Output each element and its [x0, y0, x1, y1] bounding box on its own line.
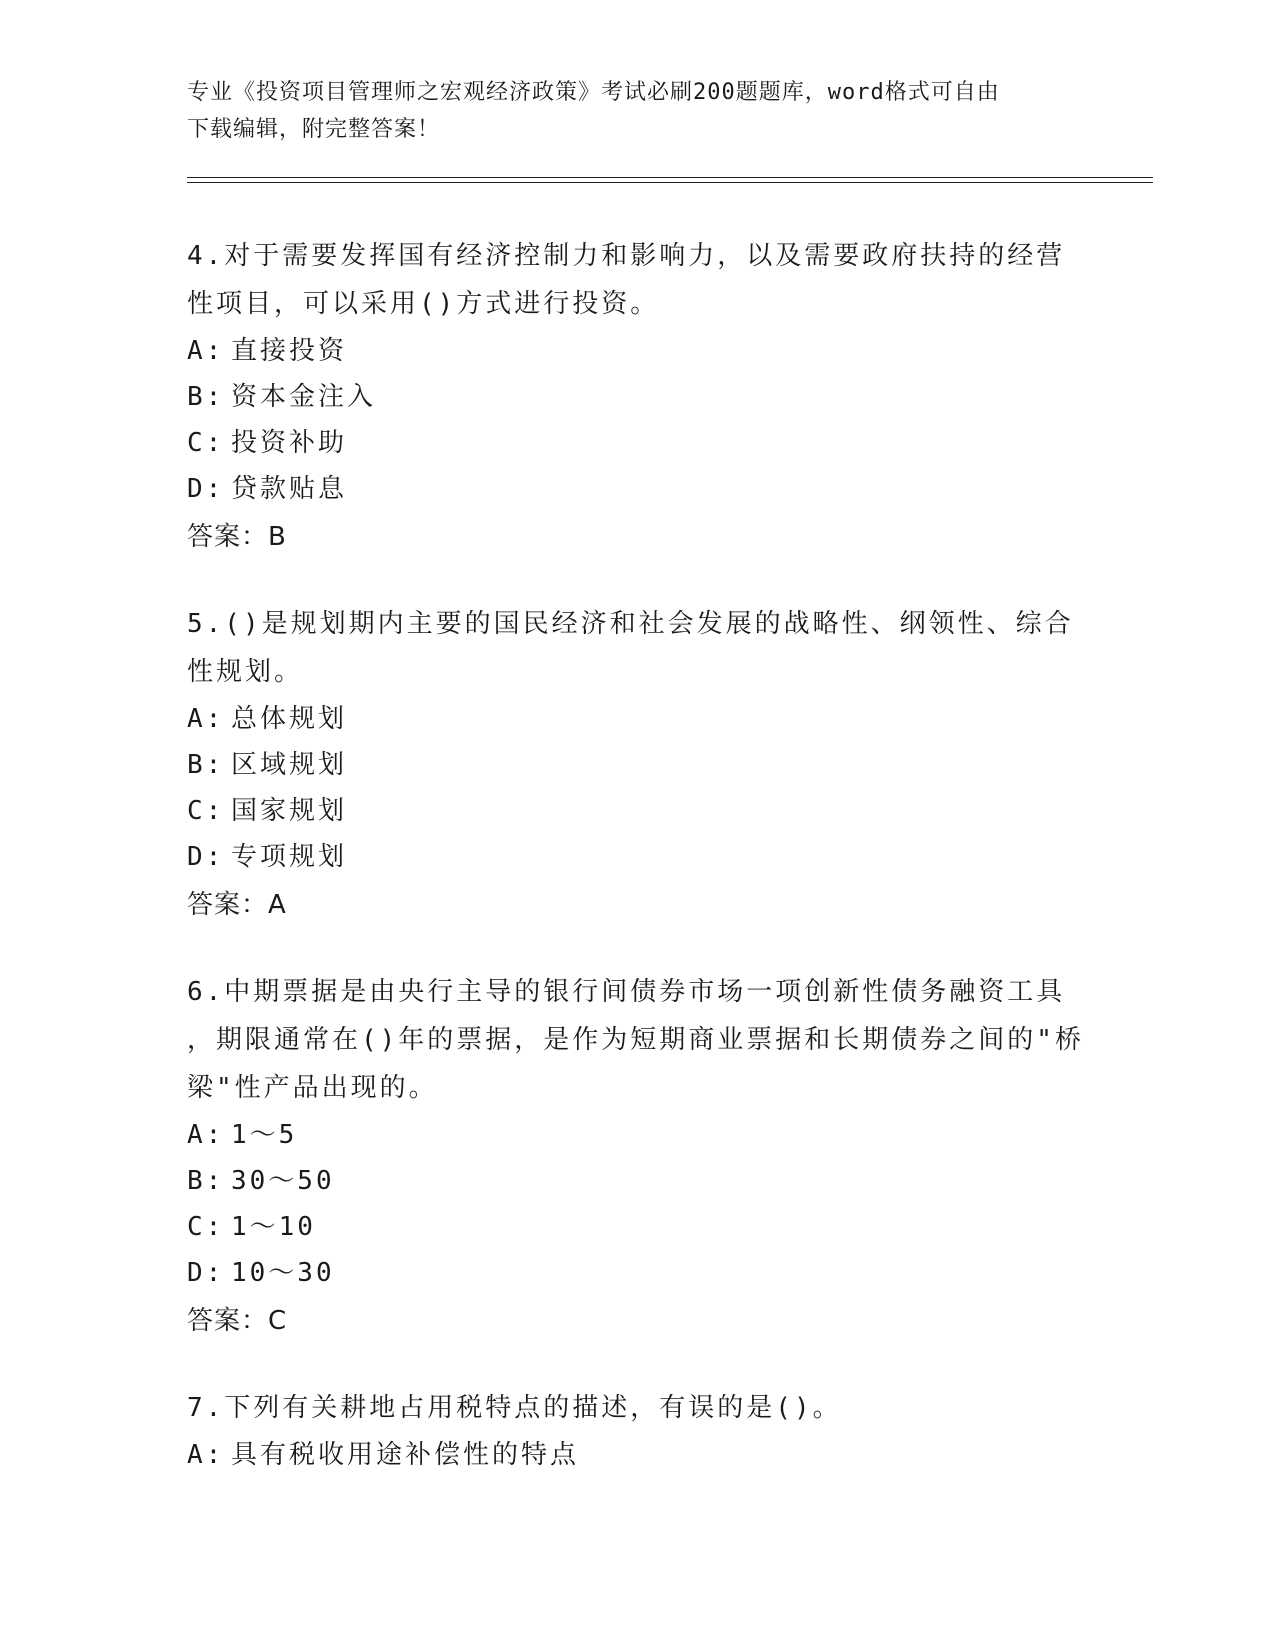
- option-text: 1～5: [231, 1120, 298, 1150]
- question-stem-line: 性项目，可以采用()方式进行投资。: [187, 289, 660, 319]
- option-text: 总体规划: [231, 704, 348, 734]
- option-letter: D:: [187, 842, 225, 872]
- question-stem-line: 4.对于需要发挥国有经济控制力和影响力，以及需要政府扶持的经营: [187, 241, 1066, 271]
- option-letter: D:: [187, 474, 225, 504]
- option-text: 专项规划: [231, 842, 348, 872]
- document-header: [187, 74, 1087, 148]
- option-letter: A:: [187, 336, 225, 366]
- option-text: 国家规划: [231, 796, 348, 826]
- question-stem-line: 6.中期票据是由央行主导的银行间债券市场一项创新性债务融资工具: [187, 977, 1066, 1007]
- question-6: [187, 968, 1087, 1344]
- question-stem-line: 性规划。: [187, 657, 304, 687]
- option-text: 区域规划: [231, 750, 348, 780]
- option-letter: A:: [187, 1120, 225, 1150]
- option-d: [187, 466, 1087, 512]
- question-7: [187, 1384, 1087, 1478]
- question-stem-line: 梁"性产品出现的。: [187, 1073, 438, 1103]
- option-b: [187, 1158, 1087, 1204]
- question-stem-line: ，期限通常在()年的票据，是作为短期商业票据和长期债券之间的"桥: [187, 1025, 1084, 1055]
- answer-line: 答案：A: [187, 890, 287, 920]
- option-text: 10～30: [231, 1258, 335, 1288]
- option-a: [187, 1432, 1087, 1478]
- header-line-1: 专业《投资项目管理师之宏观经济政策》考试必刷200题题库，word格式可自由: [187, 80, 1000, 105]
- option-letter: D:: [187, 1258, 225, 1288]
- option-c: [187, 1204, 1087, 1250]
- question-stem-line: 5.()是规划期内主要的国民经济和社会发展的战略性、纲领性、综合: [187, 609, 1074, 639]
- option-letter: C:: [187, 796, 225, 826]
- header-line-2: 下载编辑，附完整答案！: [187, 117, 441, 142]
- option-a: [187, 328, 1087, 374]
- option-c: [187, 788, 1087, 834]
- question-4: [187, 232, 1087, 560]
- option-letter: C:: [187, 428, 225, 458]
- option-a: [187, 696, 1087, 742]
- option-letter: A:: [187, 704, 225, 734]
- option-letter: B:: [187, 382, 225, 412]
- option-text: 1～10: [231, 1212, 316, 1242]
- answer-line: 答案：B: [187, 522, 287, 552]
- option-d: [187, 1250, 1087, 1296]
- question-stem-line: 7.下列有关耕地占用税特点的描述，有误的是()。: [187, 1393, 842, 1423]
- option-letter: C:: [187, 1212, 225, 1242]
- option-a: [187, 1112, 1087, 1158]
- option-text: 贷款贴息: [231, 474, 348, 504]
- option-text: 资本金注入: [231, 382, 377, 412]
- answer-line: 答案：C: [187, 1306, 288, 1336]
- option-d: [187, 834, 1087, 880]
- option-letter: B:: [187, 1166, 225, 1196]
- option-text: 具有税收用途补偿性的特点: [231, 1440, 580, 1470]
- option-letter: B:: [187, 750, 225, 780]
- question-5: [187, 600, 1087, 928]
- option-text: 直接投资: [231, 336, 348, 366]
- option-c: [187, 420, 1087, 466]
- option-b: [187, 374, 1087, 420]
- option-text: 30～50: [231, 1166, 335, 1196]
- option-letter: A:: [187, 1440, 225, 1470]
- option-text: 投资补助: [231, 428, 348, 458]
- option-b: [187, 742, 1087, 788]
- question-list: [187, 232, 1087, 1518]
- header-divider: [187, 177, 1153, 183]
